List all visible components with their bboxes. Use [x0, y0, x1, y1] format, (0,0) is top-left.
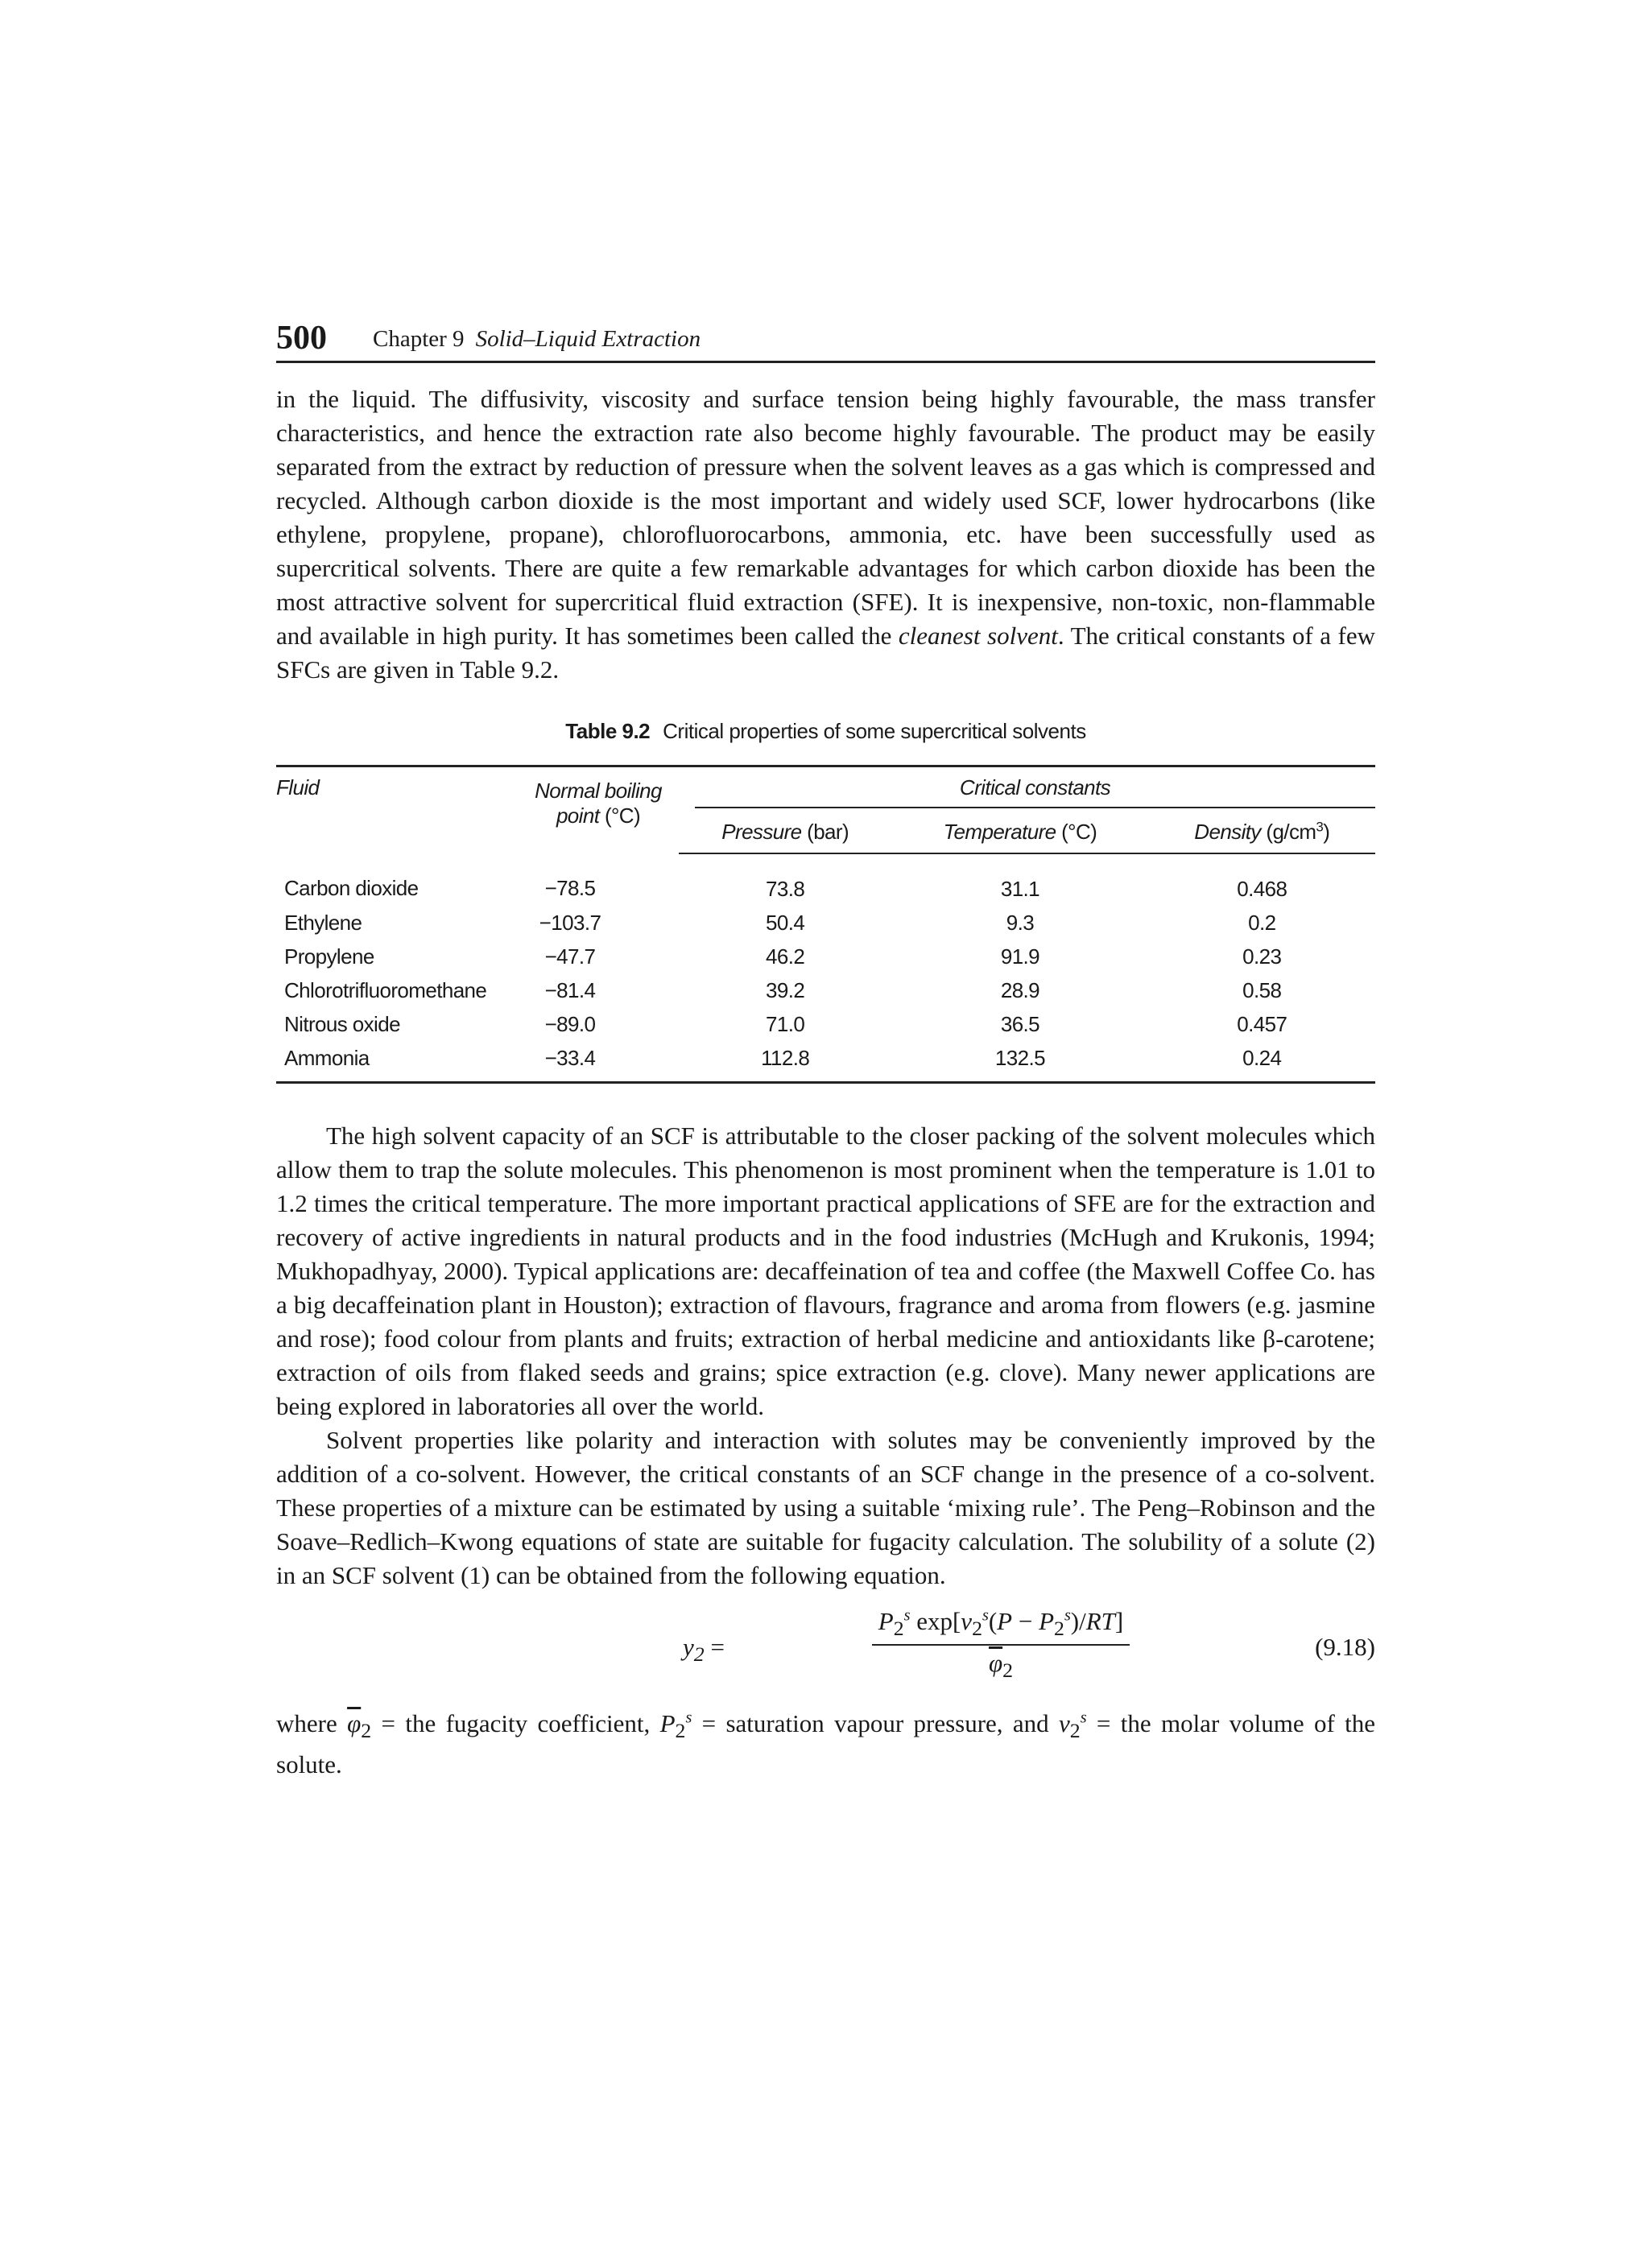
- header-temperature: [891, 815, 1148, 853]
- table-caption: [276, 719, 1375, 744]
- chapter-title: Solid–Liquid Extraction: [475, 326, 701, 352]
- book-page: [276, 316, 1375, 1782]
- cell-temperature: 132.5: [891, 1041, 1148, 1083]
- table-row: [276, 853, 1375, 906]
- cell-fluid: Carbon dioxide: [284, 876, 419, 900]
- header-temperature-label: Temperature: [943, 820, 1056, 844]
- cell-boiling: −33.4: [518, 1041, 679, 1083]
- cell-pressure: 46.2: [766, 944, 805, 969]
- header-critical-constants-text: Critical constants: [695, 775, 1375, 808]
- emphasis-cleanest-solvent: cleanest solvent: [898, 622, 1058, 650]
- table-row: [276, 1041, 1375, 1083]
- chapter-label: Chapter 9: [373, 326, 465, 352]
- symbol-phi: $\overline{\varphi}$: [347, 1709, 362, 1737]
- cell-fluid: Nitrous oxide: [284, 1011, 400, 1036]
- cell-boiling: −47.7: [544, 944, 596, 969]
- paragraph-2: The high solvent capacity of an SCF is attributable to the closer packing of the solvent molecules which allow them to trap the solute molecules. This phenomenon is most prominent when the temperature is 1.01 to 1.2 times the critical temperature. The more important practical applications of SFE are for the extraction and recovery of active ingredients in natural products and in the food industries (McHugh and Krukonis, 1994; Mukhopadhyay, 2000). Typical applications are: decaffeination of tea and coffee (the Maxwell Coffee Co. has a big decaffeination plant in Houston); extraction of flavours, fragrance and aroma from flowers (e.g. jasmine and rose); food colour from plants and fruits; extraction of herbal medicine and antioxidants like β-carotene; extraction of oils from flaked seeds and grains; spice extraction (e.g. clove). Many newer applications are being explored in laboratories all over the world.: [276, 1122, 1375, 1420]
- cell-temperature: 36.5: [1000, 1011, 1040, 1036]
- header-pressure-label: Pressure: [721, 820, 802, 844]
- cell-fluid: Chlorotrifluoromethane: [284, 977, 487, 1002]
- chapter-heading: [373, 326, 701, 353]
- header-temperature-unit: (°C): [1061, 820, 1097, 844]
- cell-pressure: 112.8: [679, 1041, 891, 1083]
- cell-density: 0.457: [1237, 1011, 1287, 1036]
- cell-boiling: −81.4: [544, 977, 596, 1002]
- table-caption-text: Critical properties of some supercritical solvents: [663, 719, 1086, 743]
- cell-pressure: 73.8: [766, 876, 805, 901]
- equation-fraction: [723, 1607, 1279, 1683]
- cell-density: 0.23: [1242, 944, 1282, 969]
- header-density-exponent: 3: [1316, 819, 1324, 835]
- header-critical-constants: [679, 766, 1375, 816]
- header-normal-boiling-unit: (°C): [604, 804, 641, 828]
- cell-pressure: 39.2: [766, 977, 805, 1002]
- paragraph-3: Solvent properties like polarity and interaction with solutes may be conveniently improved by the addition of a co-solvent. However, the critical constants of an SCF change in the presence of a co-solvent. These properties of a mixture can be estimated by using a suitable ‘mixing rule’. The Peng–Robinson and the Soave–Redlich–Kwong equations of state are suitable for fugacity calculation. The solubility of a solute (2) in an SCF solvent (1) can be obtained from the following equation.: [276, 1426, 1375, 1589]
- header-pressure: [679, 815, 891, 853]
- cell-temperature: 31.1: [1000, 876, 1040, 901]
- table-row: [276, 906, 1375, 940]
- equation-9-18: [276, 1607, 1375, 1696]
- header-normal-boiling-line1: Normal boiling: [535, 779, 662, 803]
- paragraph-4-text-3: = the molar volume of the solute.: [276, 1709, 1376, 1779]
- equation-number: (9.18): [1315, 1633, 1375, 1661]
- cell-temperature: 9.3: [1006, 910, 1035, 935]
- table-label: Table 9.2: [565, 719, 651, 743]
- cell-boiling: −89.0: [544, 1011, 596, 1036]
- paragraph-4: where $\overline{\varphi}_2$ = the fugacity coefficient, $P_2^s$ = saturation vapour pressure, and $v_2^s$ = the molar volume of the solute.: [276, 1708, 1376, 1779]
- cell-fluid: Ammonia: [276, 1041, 518, 1083]
- table-row: [276, 1007, 1375, 1041]
- cell-fluid: Ethylene: [284, 910, 362, 935]
- cell-density: 0.24: [1149, 1041, 1375, 1083]
- table-row: [276, 940, 1375, 973]
- paragraph-4-text-1: = the fugacity coefficient,: [371, 1709, 660, 1737]
- header-density: [1149, 815, 1375, 853]
- header-density-close: ): [1323, 820, 1330, 844]
- header-normal-boiling: [518, 766, 679, 854]
- cell-density: 0.58: [1242, 977, 1282, 1002]
- paragraph-1-text: in the liquid. The diffusivity, viscosity and surface tension being highly favourable, the mass transfer characteristics, and hence the extraction rate also become highly favourable. The product may be easily separated from the extract by reduction of pressure when the solvent leaves as a gas which is compressed and recycled. Although carbon dioxide is the most important and widely used SCF, lower hydrocarbons (like ethylene, propylene, propane), chlorofluorocarbons, ammonia, etc. have been successfully used as supercritical solvents. There are quite a few remarkable advantages for which carbon dioxide has been the most attractive solvent for supercritical fluid extraction (SFE). It is inexpensive, non-toxic, non-flammable and available in high purity. It has sometimes been called the: [276, 385, 1375, 650]
- cell-temperature: 28.9: [1000, 977, 1040, 1002]
- equation-lhs: $y_2$ =: [683, 1633, 725, 1667]
- cell-temperature: 91.9: [1000, 944, 1040, 969]
- cell-pressure: 71.0: [766, 1011, 805, 1036]
- header-normal-boiling-line2: point: [556, 804, 600, 828]
- page-number: 500: [276, 320, 327, 357]
- running-header: [276, 316, 1375, 363]
- critical-properties-table: [276, 765, 1375, 1084]
- cell-boiling: −78.5: [544, 876, 596, 900]
- cell-density: 0.468: [1237, 876, 1287, 901]
- cell-boiling: −103.7: [539, 910, 601, 935]
- equation-numerator: $P_2^s$ $\exp[v_2^s(P - P_2^s)/RT]$: [872, 1607, 1130, 1646]
- cell-density: 0.2: [1248, 910, 1276, 935]
- header-fluid: Fluid: [276, 766, 518, 854]
- paragraph-1: [276, 382, 1375, 687]
- equation-denominator: $\overline{\varphi}_2$: [988, 1649, 1014, 1683]
- table-row: [276, 973, 1375, 1007]
- header-density-label: Density: [1194, 820, 1261, 844]
- cell-pressure: 50.4: [766, 910, 805, 935]
- header-pressure-unit: (bar): [807, 820, 849, 844]
- paragraph-4-text-2: = saturation vapour pressure, and: [692, 1709, 1060, 1737]
- paragraph-4-where: where: [276, 1709, 348, 1737]
- paragraph-1-tail: . The critical constants of a few SFCs are given in Table 9.2.: [276, 622, 1375, 684]
- header-density-unit: (g/cm: [1266, 820, 1316, 844]
- cell-fluid: Propylene: [284, 944, 374, 969]
